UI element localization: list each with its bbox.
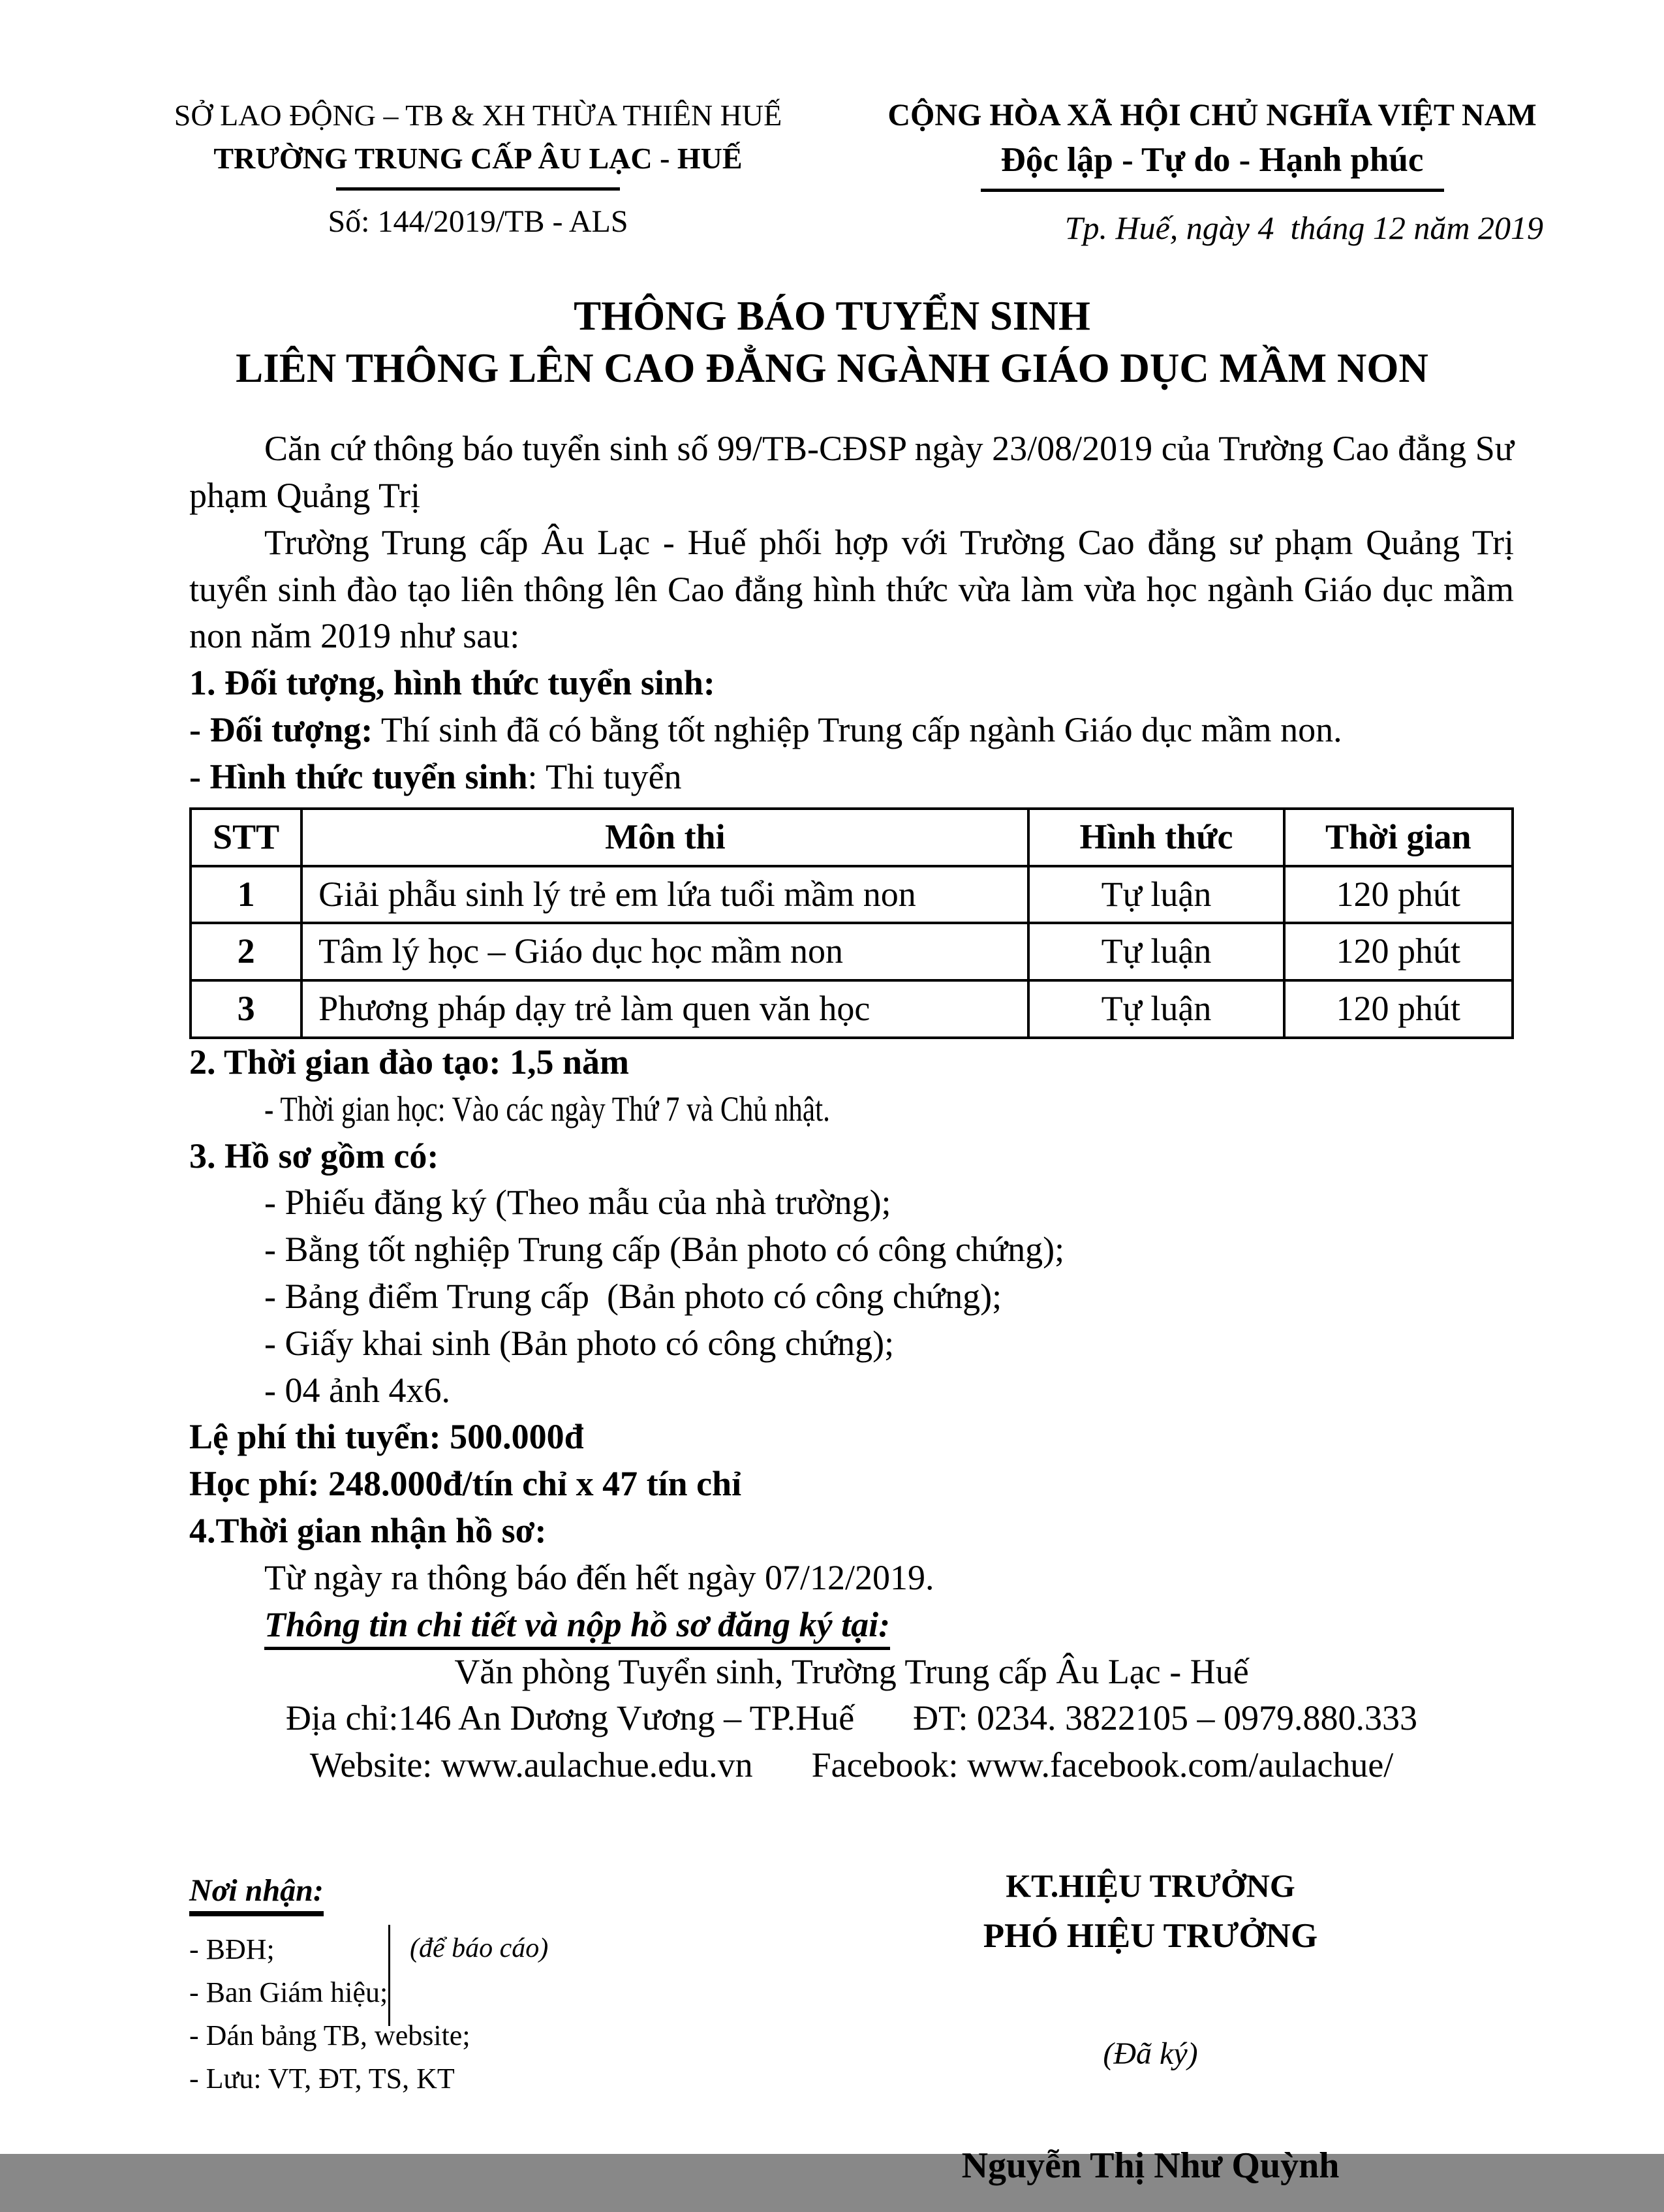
target-label: - Đối tượng: <box>189 710 373 750</box>
table-row <box>191 923 1513 980</box>
method-label: - Hình thức tuyển sinh <box>189 756 528 796</box>
contact-heading-text: Thông tin chi tiết và nộp hồ sơ đăng ký tại: <box>264 1605 890 1650</box>
parent-agency-name: SỞ LAO ĐỘNG – TB & XH THỪA THIÊN HUẾ <box>174 99 782 132</box>
row-3-format: Tự luận <box>1028 980 1284 1038</box>
signed-note: (Đã ký) <box>1103 2036 1198 2071</box>
signature-block <box>808 1865 1493 2187</box>
document-number: Số: 144/2019/TB - ALS <box>328 204 628 239</box>
row-2-stt: 2 <box>191 923 301 980</box>
table-header-row <box>191 809 1513 866</box>
section-2-heading: 2. Thời gian đào tạo: 1,5 năm <box>189 1042 630 1082</box>
recipient-item: - BĐH; <box>189 1933 275 1965</box>
document-body <box>189 426 1514 1789</box>
recipients-report-note: (để báo cáo) <box>410 1933 549 1963</box>
country-title: CỘNG HÒA XÃ HỘI CHỦ NGHĨA VIỆT NAM <box>887 98 1537 132</box>
facebook-text: Facebook: www.facebook.com/aulachue/ <box>811 1745 1394 1785</box>
intro-paragraph: Trường Trung cấp Âu Lạc - Huế phối hợp với Trường Cao đẳng sư phạm Quảng Trị tuyển sinh đào tạo liên thông lên Cao đẳng hình thức vừa làm vừa học ngành Giáo dục mầm non năm 2019 như sau: <box>189 522 1514 656</box>
target-text: Thí sinh đã có bằng tốt nghiệp Trung cấp ngành Giáo dục mầm non. <box>373 710 1342 750</box>
study-schedule-line <box>189 1086 1514 1133</box>
method-line <box>189 754 1514 801</box>
title-line-2: LIÊN THÔNG LÊN CAO ĐẲNG NGÀNH GIÁO DỤC MẦM NON <box>236 345 1428 392</box>
header-right-divider <box>981 189 1444 192</box>
col-header-stt: STT <box>191 809 301 866</box>
tuition-fee-line: Học phí: 248.000đ/tín chỉ x 47 tín chỉ <box>189 1464 742 1504</box>
row-3-duration: 120 phút <box>1284 980 1513 1038</box>
method-text: : Thi tuyển <box>527 756 682 796</box>
national-motto-block <box>835 97 1589 247</box>
website-facebook-line <box>189 1742 1514 1789</box>
row-2-subject: Tâm lý học – Giáo dục học mầm non <box>301 923 1028 980</box>
address-text: Địa chỉ:146 An Dương Vương – TP.Huế <box>286 1698 855 1738</box>
recipient-item: - Ban Giám hiệu; <box>189 1976 388 2008</box>
section-4-heading: 4.Thời gian nhận hồ sơ: <box>189 1511 547 1551</box>
recipients-heading: Nơi nhận: <box>189 1873 324 1916</box>
issuing-agency-block <box>121 97 835 240</box>
row-1-duration: 120 phút <box>1284 866 1513 924</box>
table-row <box>191 980 1513 1038</box>
section-3-heading: 3. Hồ sơ gồm có: <box>189 1136 439 1176</box>
section-1-heading: 1. Đối tượng, hình thức tuyển sinh: <box>189 663 715 703</box>
legal-basis-paragraph: Căn cứ thông báo tuyển sinh số 99/TB-CĐSP ngày 23/08/2019 của Trường Cao đẳng Sư phạm Quảng Trị <box>189 429 1514 515</box>
contact-heading-line <box>189 1602 1514 1649</box>
document-title <box>0 290 1664 394</box>
col-header-format: Hình thức <box>1028 809 1284 866</box>
dossier-item: - Phiếu đăng ký (Theo mẫu của nhà trường); <box>264 1183 891 1223</box>
col-header-subject: Môn thi <box>301 809 1028 866</box>
website-text: Website: www.aulachue.edu.vn <box>309 1745 753 1785</box>
col-header-duration: Thời gian <box>1284 809 1513 866</box>
table-row <box>191 866 1513 924</box>
deadline-line: Từ ngày ra thông báo đến hết ngày 07/12/2019. <box>264 1557 934 1597</box>
admissions-office-line: Văn phòng Tuyển sinh, Trường Trung cấp Âu Lạc - Huế <box>454 1651 1249 1691</box>
row-2-duration: 120 phút <box>1284 923 1513 980</box>
document-header <box>0 97 1664 247</box>
recipient-item: - Dán bảng TB, website; <box>189 2019 470 2051</box>
motto: Độc lập - Tự do - Hạnh phúc <box>1000 140 1424 179</box>
target-line <box>189 707 1514 754</box>
dossier-item: - Giấy khai sinh (Bản photo có công chứng); <box>264 1323 895 1363</box>
exam-subjects-table <box>189 807 1514 1039</box>
row-3-stt: 3 <box>191 980 301 1038</box>
recipients-brace-line <box>388 1925 390 2026</box>
signer-name: Nguyễn Thị Như Quỳnh <box>961 2145 1340 2186</box>
place-and-date: Tp. Huế, ngày 4 tháng 12 năm 2019 <box>1064 210 1543 247</box>
header-left-divider <box>336 187 620 191</box>
document-footer <box>189 1867 1514 2212</box>
row-1-subject: Giải phẫu sinh lý trẻ em lứa tuổi mầm non <box>301 866 1028 924</box>
phone-text: ĐT: 0234. 3822105 – 0979.880.333 <box>913 1698 1417 1738</box>
recipients-block <box>189 1873 777 2100</box>
school-name: TRƯỜNG TRUNG CẤP ÂU LẠC - HUẾ <box>213 141 743 175</box>
signer-title-2: PHÓ HIỆU TRƯỞNG <box>983 1916 1318 1955</box>
dossier-item: - 04 ảnh 4x6. <box>264 1370 450 1410</box>
title-line-1: THÔNG BÁO TUYỂN SINH <box>574 293 1090 339</box>
row-1-stt: 1 <box>191 866 301 924</box>
dossier-item: - Bảng điểm Trung cấp (Bản photo có công chứng); <box>264 1277 1002 1316</box>
row-2-format: Tự luận <box>1028 923 1284 980</box>
signer-title-1: KT.HIỆU TRƯỞNG <box>1006 1867 1295 1904</box>
recipient-item: - Lưu: VT, ĐT, TS, KT <box>189 2062 455 2095</box>
row-1-format: Tự luận <box>1028 866 1284 924</box>
row-3-subject: Phương pháp dạy trẻ làm quen văn học <box>301 980 1028 1038</box>
exam-fee-line: Lệ phí thi tuyển: 500.000đ <box>189 1417 584 1457</box>
dossier-item: - Bằng tốt nghiệp Trung cấp (Bản photo có công chứng); <box>264 1230 1065 1270</box>
address-phone-line <box>189 1695 1514 1742</box>
study-schedule-text: - Thời gian học: Vào các ngày Thứ 7 và Chủ nhật. <box>264 1089 830 1129</box>
